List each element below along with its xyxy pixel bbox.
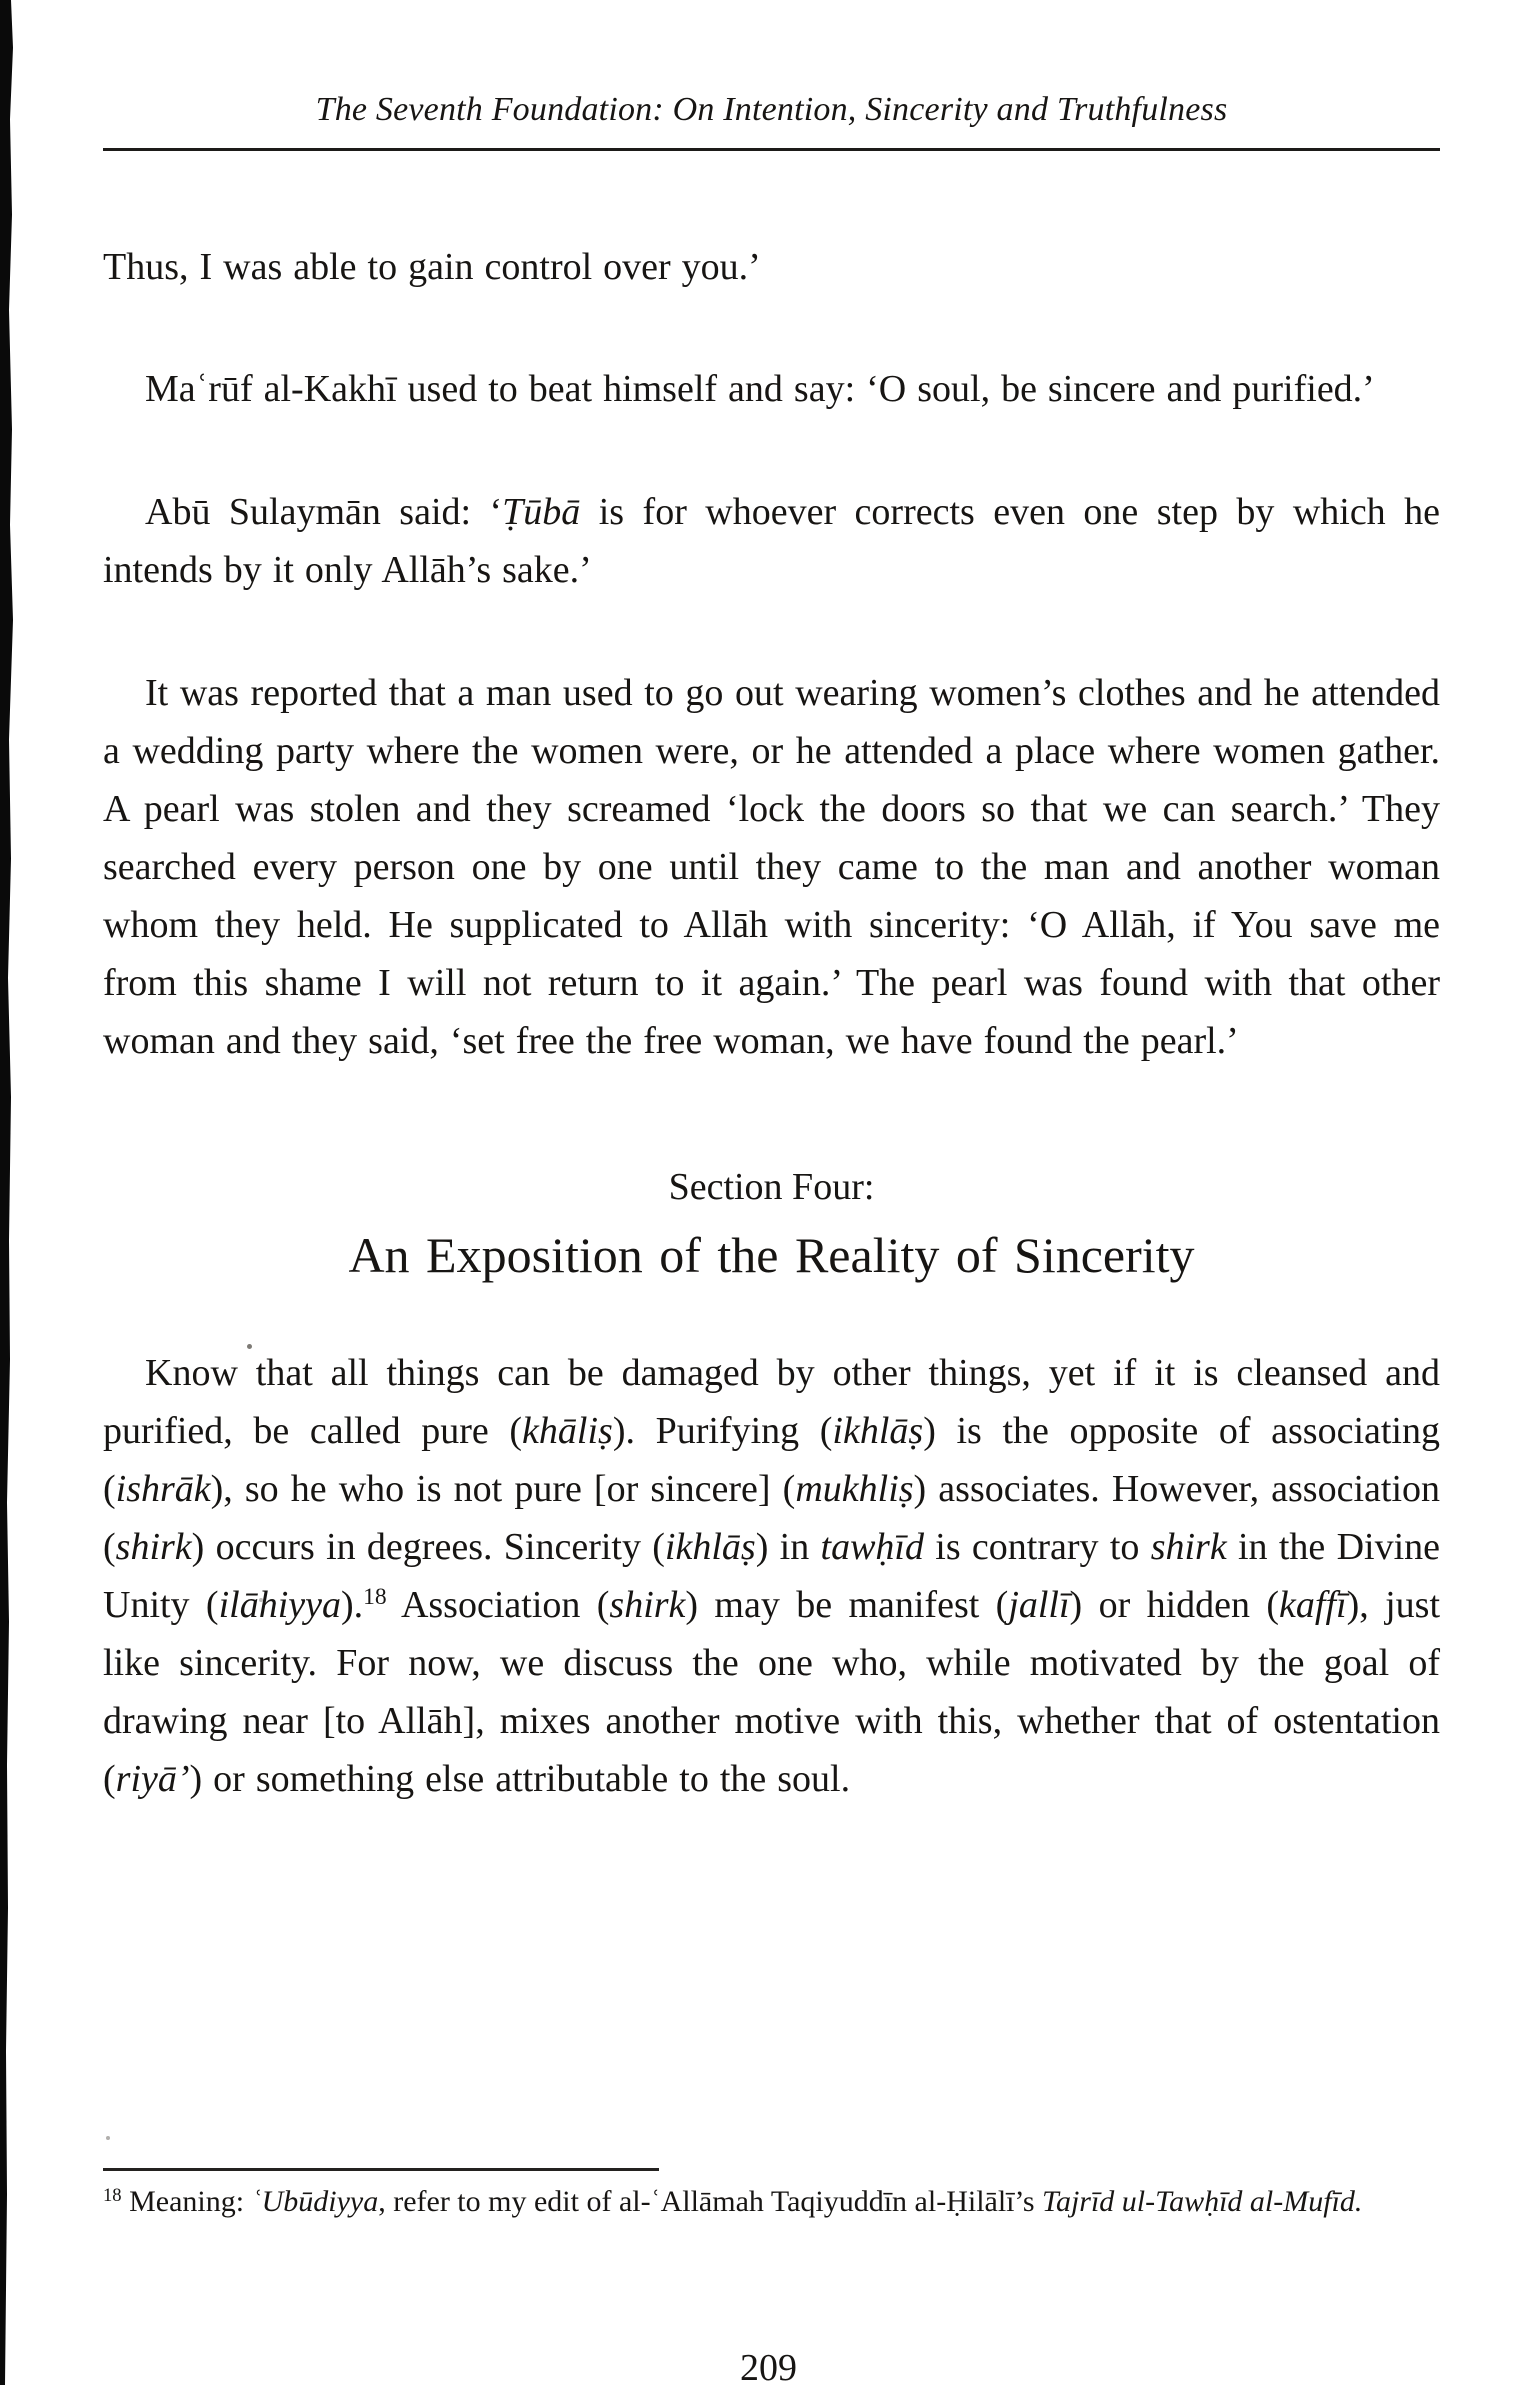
- text-segment: ), so he who is not pure [or sincere] (: [210, 1468, 796, 1510]
- paragraph-maruf: [103, 360, 1440, 418]
- text-segment: tawḥīd: [820, 1526, 924, 1568]
- text-segment: Maʿrūf al-Kakhī used to beat himself and say: ‘O soul, be sincere and purified.’: [145, 368, 1375, 410]
- footnote-rule: [103, 2168, 659, 2171]
- text-segment: , refer to my edit of al-ʿAllāmah Taqiyuddīn al-Ḥilālī’s: [378, 2185, 1043, 2218]
- text-segment: shirk: [115, 1526, 192, 1568]
- text-segment: ikhlāṣ: [664, 1526, 756, 1568]
- text-segment: shirk: [609, 1584, 686, 1626]
- text-segment: Association (: [386, 1584, 610, 1626]
- footnote-text: [103, 2179, 1440, 2224]
- scan-speck: [106, 2136, 110, 2140]
- text-segment: ʿUbūdiyya: [251, 2185, 379, 2218]
- text-segment: ) is the opposite of associating (: [103, 1410, 1440, 1510]
- paragraph-abu-sulayman: [103, 483, 1440, 599]
- text-segment: ) associates. However, association (: [103, 1468, 1441, 1568]
- text-segment: jallī: [1008, 1584, 1070, 1626]
- text-segment: Tajrīd ul-Tawḥīd al-Mufīd.: [1042, 2185, 1363, 2218]
- paragraph-thus-control: [103, 238, 1440, 296]
- text-segment: Abū Sulaymān said: ‘: [145, 491, 503, 533]
- text-segment: ilāhiyya: [218, 1584, 341, 1626]
- text-segment: ) or something else attributable to the soul.: [189, 1758, 851, 1800]
- text-segment: mukhliṣ: [795, 1468, 914, 1510]
- text-segment: ) in: [755, 1526, 821, 1568]
- text-segment: in the Divine Unity (: [103, 1526, 1440, 1626]
- text-segment: ) may be manifest (: [685, 1584, 1009, 1626]
- text-segment: is for whoever corrects even one step by which he intends by it only Allāh’s sake.’: [103, 491, 1440, 591]
- text-segment: kaffī: [1279, 1584, 1347, 1626]
- page-number: 209: [740, 2347, 797, 2389]
- paragraph-pearl-story: [103, 664, 1440, 1070]
- section-heading: [103, 1164, 1440, 1284]
- footnote-block: [103, 2168, 1440, 2224]
- text-segment: Thus, I was able to gain control over you.’: [103, 246, 761, 288]
- scan-gutter-artifact: [0, 0, 14, 2385]
- text-segment: shirk: [1150, 1526, 1227, 1568]
- text-segment: Know that all things can be damaged by other things, yet if it is cleansed and purified, be called pure (: [103, 1352, 1440, 1452]
- text-segment: ), just like sincerity. For now, we discuss the one who, while motivated by the goal of drawing near [to Allāh], mixes another motive with this, whether that of ostentation (: [103, 1584, 1440, 1800]
- text-segment: ).: [340, 1584, 364, 1626]
- section-kicker: Section Four:: [668, 1166, 875, 1208]
- section-title: An Exposition of the Reality of Sincerity: [348, 1227, 1195, 1283]
- text-segment: It was reported that a man used to go out wearing women’s clothes and he attended a wedding party where the women were, or he attended a place where women gather. A pearl was stolen and they screamed ‘lock the doors so that we can search.’ They searched every person one by one until they came to the man and another woman whom they held. He supplicated to Allāh with sincerity: ‘O Allāh, if You save me from this shame I will not return to it again.’ The pearl was found with that other woman and they said, ‘set free the free woman, we have found the pearl.’: [103, 672, 1440, 1062]
- text-segment: ikhlāṣ: [832, 1410, 924, 1452]
- header-rule: [103, 148, 1440, 151]
- text-segment: ) occurs in degrees. Sincerity (: [191, 1526, 665, 1568]
- text-segment: ). Purifying (: [612, 1410, 833, 1452]
- text-segment: 18: [363, 1584, 387, 1611]
- text-segment: riyā’: [115, 1758, 190, 1800]
- text-segment: 18: [103, 2184, 122, 2206]
- paragraph-reality-of-sincerity: [103, 1344, 1440, 1808]
- text-segment: ishrāk: [115, 1468, 211, 1510]
- text-segment: Meaning:: [121, 2185, 252, 2218]
- text-segment: Ṭūbā: [502, 491, 581, 533]
- text-segment: is contrary to: [923, 1526, 1151, 1568]
- book-page: [103, 0, 1440, 1808]
- running-header-title: The Seventh Foundation: On Intention, Sincerity and Truthfulness: [315, 91, 1228, 128]
- text-segment: ) or hidden (: [1069, 1584, 1280, 1626]
- text-segment: khāliṣ: [522, 1410, 613, 1452]
